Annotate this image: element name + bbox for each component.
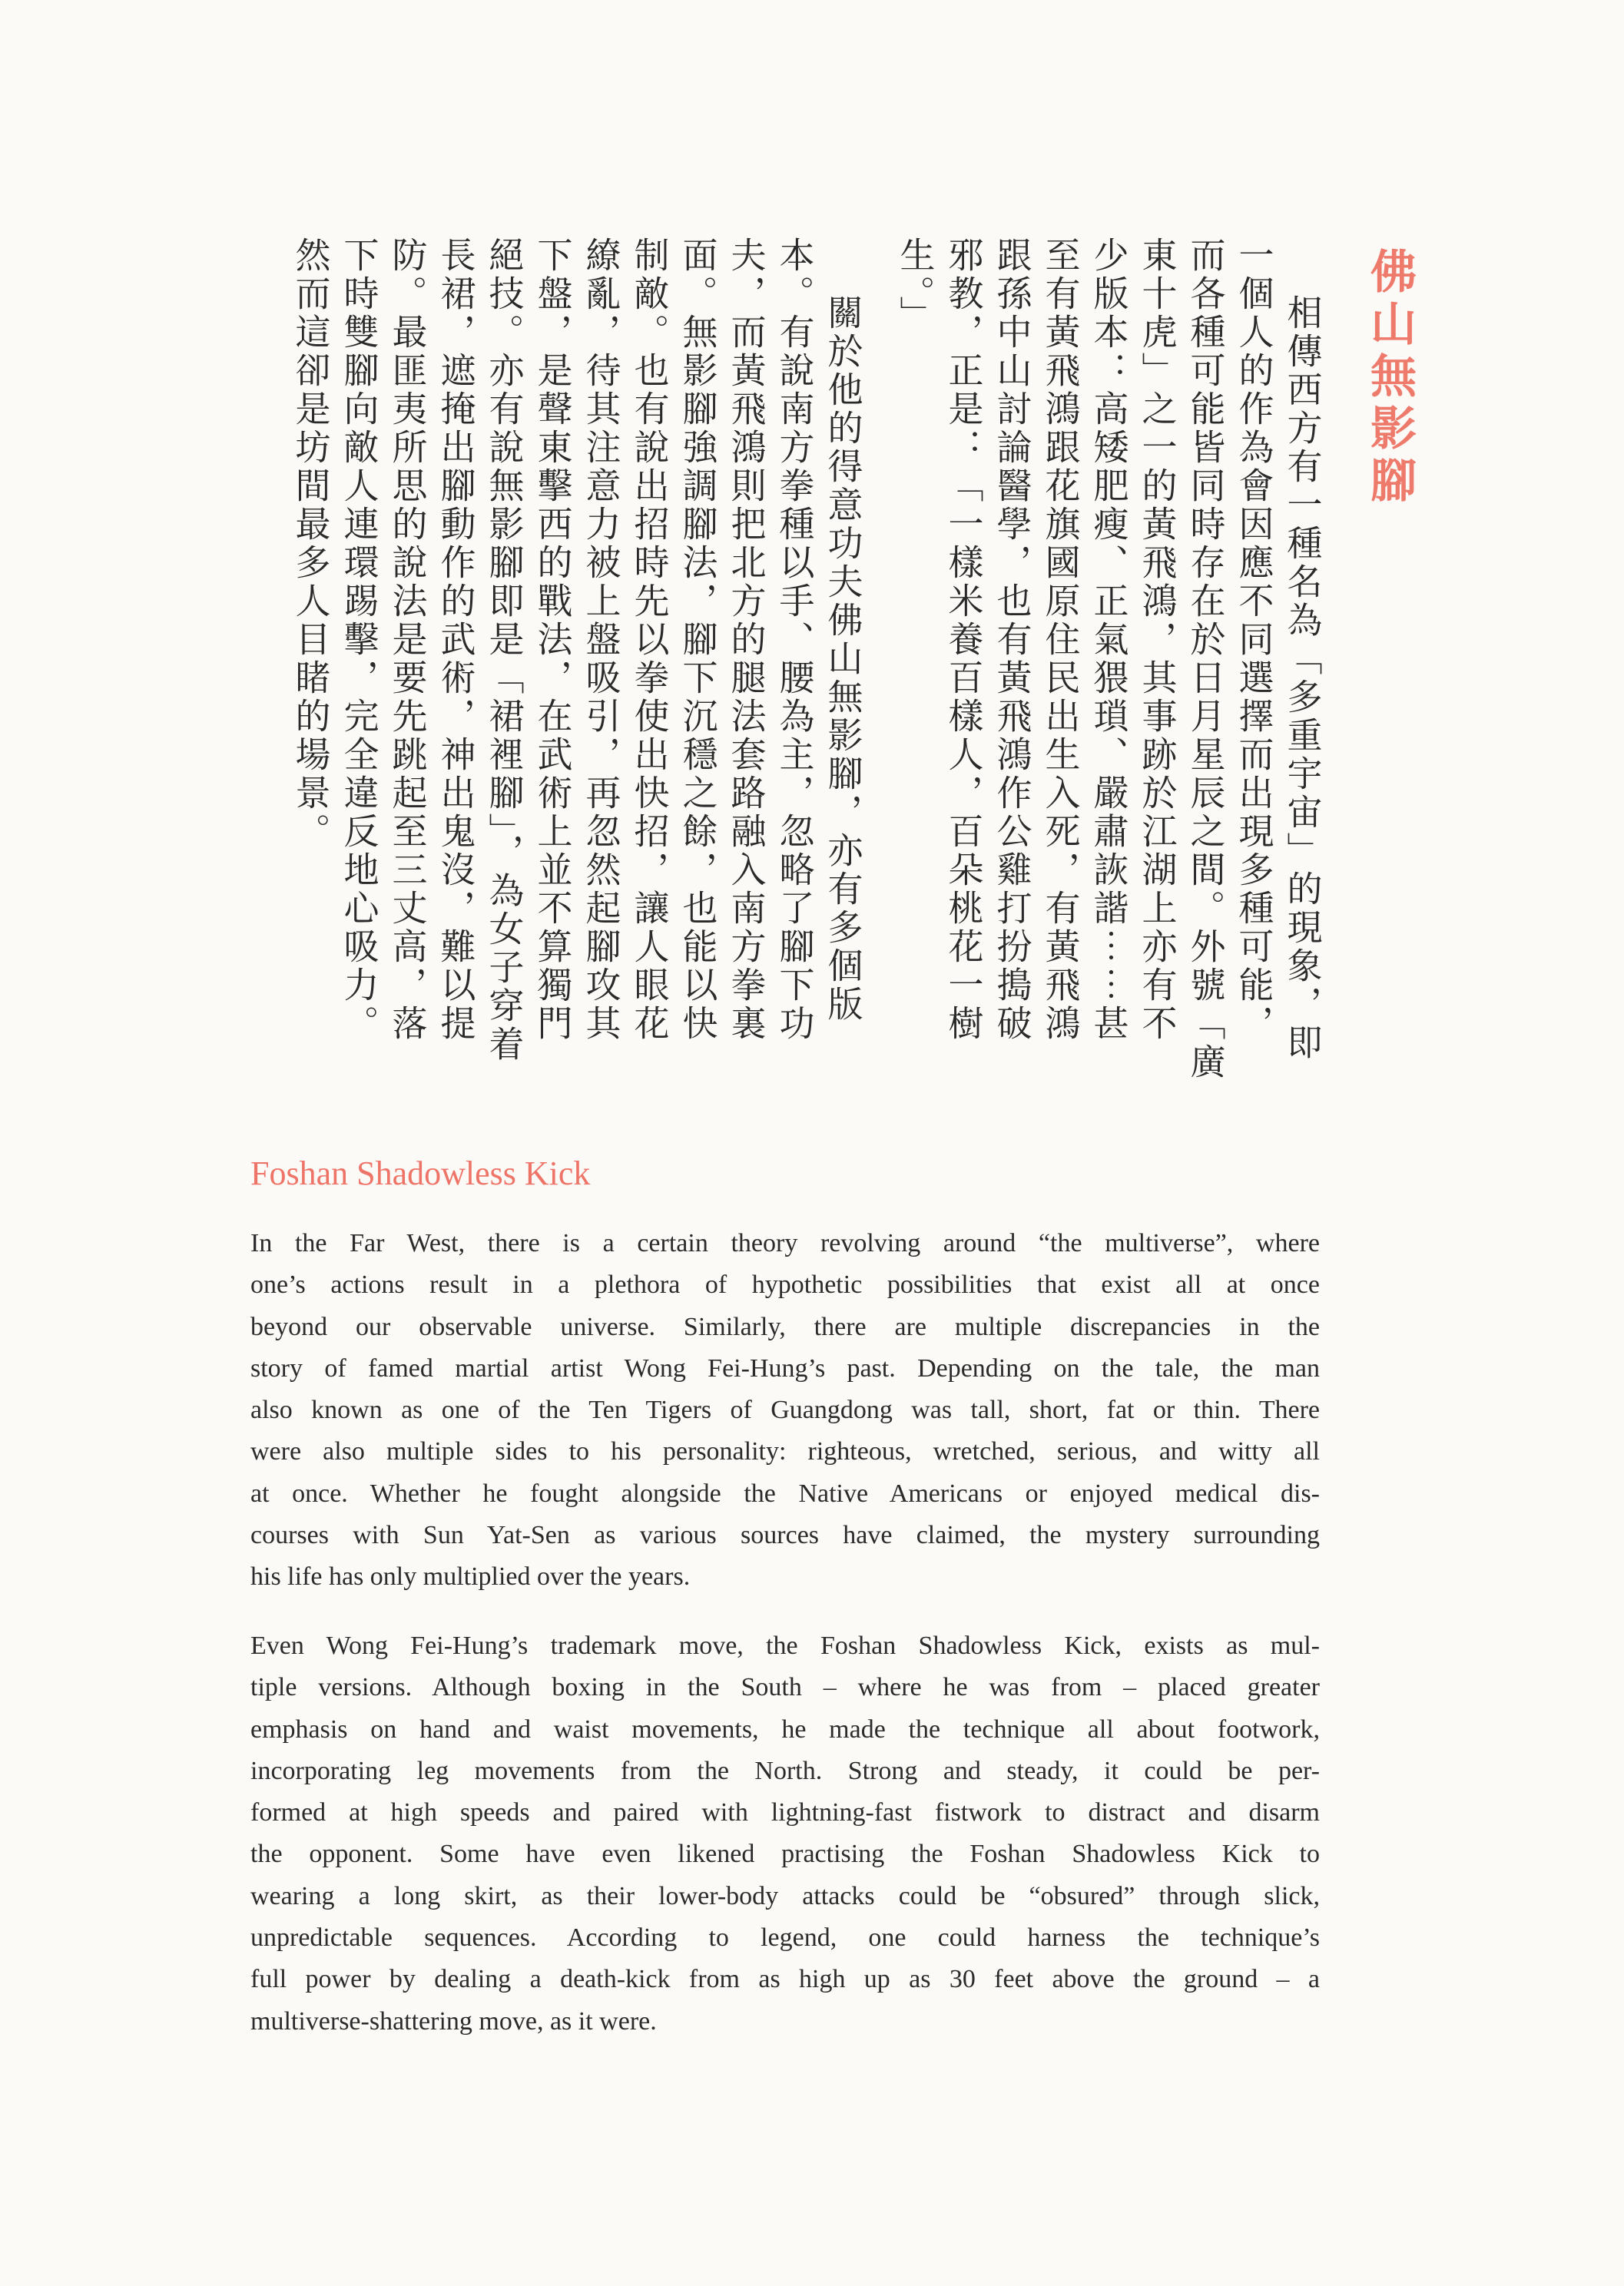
chinese-text-column: 長裙，遮掩出腳動作的武術，神出鬼沒，難以提 — [435, 237, 477, 1043]
text-line: multiverse-shattering move, as it were. — [250, 2006, 657, 2036]
chinese-text-column: 東十虎」之一的黃飛鴻，其事跡於江湖上亦有不 — [1136, 237, 1178, 1043]
text-line: story of famed martial artist Wong Fei-Hung’s past. Depending on the tale, the man — [250, 1353, 1320, 1383]
chinese-text-column: 下盤，是聲東擊西的戰法，在武術上並不算獨門 — [532, 237, 574, 1043]
text-line: one’s actions result in a plethora of hypothetic possibilities that exist all at once — [250, 1271, 1320, 1300]
chinese-text-column: 至有黃飛鴻跟花旗國原住民出生入死，有黃飛鴻 — [1039, 237, 1082, 1043]
chinese-text-column: 跟孫中山討論醫學，也有黃飛鴻作公雞打扮搗破 — [991, 237, 1033, 1043]
chinese-text-column: 相傳西方有一種名為「多重宇宙」的現象，即 — [1281, 294, 1324, 1062]
text-line: were also multiple sides to his personality: righteous, wretched, serious, and witty all — [250, 1437, 1320, 1466]
chinese-text-column: 關於他的得意功夫佛山無影腳，亦有多個版 — [822, 294, 864, 1024]
chinese-text-column: 然而這卻是坊間最多人目睹的場景。 — [290, 237, 332, 851]
chinese-text-column: 下時雙腳向敵人連環踢擊，完全違反地心吸力。 — [338, 237, 380, 1043]
text-line: formed at high speeds and paired with lightning-fast fistwork to distract and disarm — [250, 1798, 1320, 1827]
chinese-text-column: 一個人的作為會因應不同選擇而出現多種可能， — [1233, 237, 1275, 1043]
text-line: also known as one of the Ten Tigers of Guangdong was tall, short, fat or thin. There — [250, 1396, 1320, 1425]
text-line: his life has only multiplied over the years. — [250, 1562, 691, 1592]
text-line: incorporating leg movements from the North. Strong and steady, it could be per- — [250, 1756, 1320, 1785]
text-line: beyond our observable universe. Similarly, there are multiple discrepancies in the — [250, 1312, 1320, 1341]
text-line: wearing a long skirt, as their lower-body attacks could be “obsured” through slick, — [250, 1881, 1320, 1910]
text-line: In the Far West, there is a certain theory revolving around “the multiverse”, where — [250, 1229, 1320, 1257]
chinese-text-column: 生。」 — [894, 237, 936, 334]
text-line: tiple versions. Although boxing in the South – where he was from – placed greater — [250, 1673, 1320, 1702]
english-paragraph-1 — [250, 1223, 1320, 1599]
chinese-text-column: 制敵。也有說出招時先以拳使出快招，讓人眼花 — [628, 237, 671, 1043]
text-line: full power by dealing a death-kick from as high up as 30 feet above the ground – a — [250, 1965, 1320, 1994]
chinese-text-column: 本。有說南方拳種以手、腰為主，忽略了腳下功 — [774, 237, 816, 1043]
chinese-text-column: 邪教，正是：「一樣米養百樣人，百朵桃花一樹 — [943, 237, 985, 1043]
chinese-text-column: 少版本：高矮肥瘦、正氣猥瑣、嚴肅詼諧⋯⋯甚 — [1088, 237, 1130, 1043]
english-title: Foshan Shadowless Kick — [250, 1155, 591, 1192]
text-line: unpredictable sequences. According to legend, one could harness the technique’s — [250, 1923, 1320, 1953]
text-line: courses with Sun Yat-Sen as various sources have claimed, the mystery surrounding — [250, 1521, 1320, 1550]
chinese-text-column: 夫，而黃飛鴻則把北方的腿法套路融入南方拳裏 — [725, 237, 767, 1043]
text-line: Even Wong Fei-Hung’s trademark move, the Foshan Shadowless Kick, exists as mul- — [250, 1632, 1320, 1660]
chinese-text-column: 防。最匪夷所思的說法是要先跳起至三丈高，落 — [386, 237, 429, 1043]
chinese-title: 佛山無影腳 — [1363, 247, 1417, 509]
text-line: at once. Whether he fought alongside the Native Americans or enjoyed medical dis- — [250, 1479, 1320, 1508]
chinese-text-column: 而各種可能皆同時存在於日月星辰之間。外號「廣 — [1185, 237, 1227, 1082]
english-paragraph-2 — [250, 1625, 1320, 2042]
text-line: the opponent. Some have even likened practising the Foshan Shadowless Kick to — [250, 1840, 1320, 1869]
text-line: emphasis on hand and waist movements, he made the technique all about footwork, — [250, 1714, 1320, 1744]
chinese-text-column: 絕技。亦有說無影腳即是「裙裡腳」，為女子穿着 — [483, 237, 525, 1064]
chinese-text-column: 面。無影腳強調腳法，腳下沉穩之餘，也能以快 — [677, 237, 719, 1043]
chinese-text-column: 繚亂，待其注意力被上盤吸引，再忽然起腳攻其 — [580, 237, 622, 1043]
